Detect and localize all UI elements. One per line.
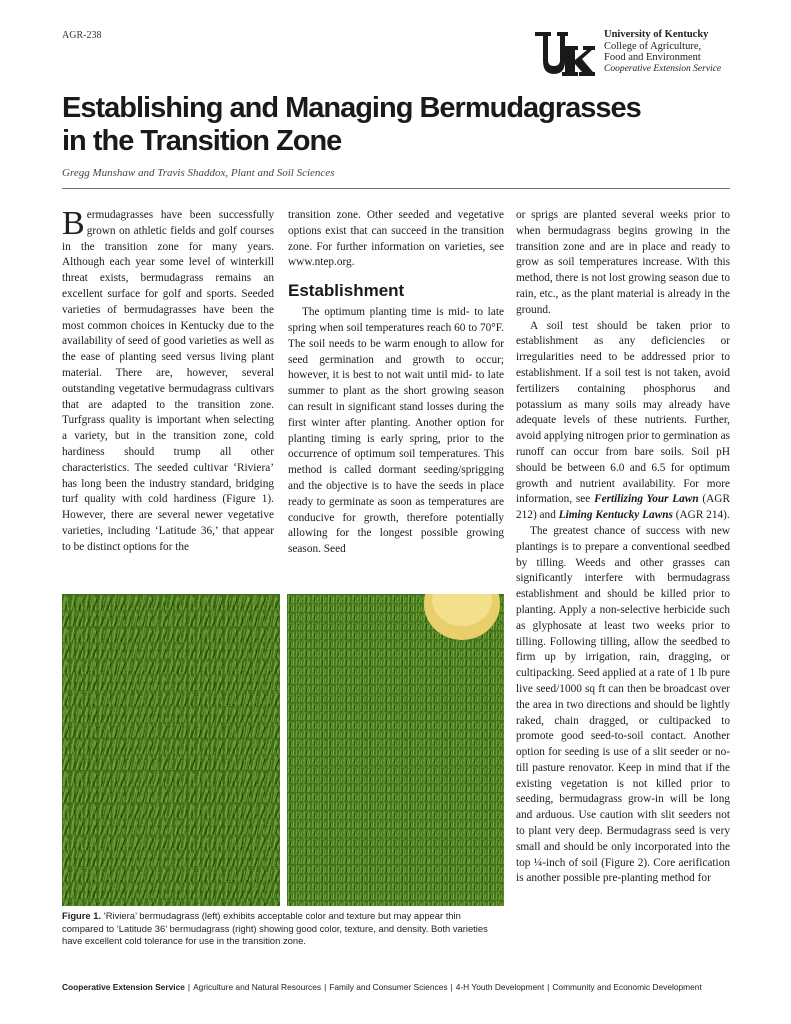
column-2 <box>288 208 504 558</box>
figure-label: Figure 1. <box>62 910 102 921</box>
column-3 <box>516 208 730 887</box>
divider <box>62 188 730 189</box>
publication-code: AGR-238 <box>62 30 102 41</box>
caption-text: ‘Riviera’ bermudagrass (left) exhibits acceptable color and texture but may appear thin compared to ‘Latitude 36’ bermudagrass (right) showing good color, texture, and density. Both varieties have excellent cold tolerance for use in the transition zone. <box>62 910 488 947</box>
section-heading: Establishment <box>288 281 405 301</box>
uk-logo <box>534 30 596 78</box>
riviera-grass-photo <box>62 594 280 906</box>
body-text: or sprigs are planted several weeks prior to when bermudagrass begins growing in the transition zone and are in place and ready to grow as soil temperatures increase. With this method, there is not lost growing season due to rain, etc., as the plant material is already in the ground. <box>516 209 730 316</box>
body-text: The greatest chance of success with new plantings is to prepare a conventional seedbed by tilling. Weeds and other grasses can significantly interfere with bermudagrass establishment and should be killed prior to planting. Apply a non-selective herbicide such as glyphosate at least two weeks prior to tilling. Following tilling, allow the seedbed to firm up by irrigation, rain, dragging, or cultipacking. Seed applied at a rate of 1 lb pure live seed/1000 sq ft can then be broadcast over the area in two directions and should be lightly raked, chain dragged, or cultipacked to promote good seed-to-soil contact. Another option for seeding is use of a slit seeder or no-till pasture renovator. Keep in mind that if the existing vegetation is not killed prior to seeding, bermudagrass grow-in will be long and arduous. Use caution with slit seeders not to plant very deep. Bermudagrass seed is very small and should be only incorporated into the top ¼-inch of soil (Figure 2). Core aerification is another possible pre-planting method for <box>516 524 730 885</box>
body-text: A soil test should be taken prior to establishment as any deficiencies or irregularities need to be addressed prior to establishment. If a soil test is not taken, avoid fertilizers containing phosphorus and potassium as many soils may already have adequate levels of these nutrients. Further, avoid applying nitrogen prior to germination as runoff can occur from bare soils. Soil pH should be between 6.0 and 6.5 for optimum growth and nutrient availability. For more information, see Fertilizing Your Lawn (AGR 212) and Liming Kentucky Lawns (AGR 214). <box>516 319 730 522</box>
publication-reference: Liming Kentucky Lawns <box>558 509 673 522</box>
institution-line: Cooperative Extension Service <box>604 63 722 74</box>
page-title <box>62 92 742 158</box>
footer: Cooperative Extension Service | Agriculture and Natural Resources | Family and Consumer Sciences | 4-H Youth Development | Community and Economic Development <box>62 982 702 992</box>
institution-line: College of Agriculture, <box>604 40 702 52</box>
authors: Gregg Munshaw and Travis Shaddox, Plant and Soil Sciences <box>62 167 335 179</box>
publication-reference: Fertilizing Your Lawn <box>594 493 699 506</box>
footer-item: 4-H Youth Development <box>455 982 545 992</box>
drop-cap: B <box>62 205 85 242</box>
column-1 <box>62 205 274 556</box>
title-line: Establishing and Managing Bermudagrasses <box>62 92 641 124</box>
footer-item: Family and Consumer Sciences <box>329 982 448 992</box>
body-text: transition zone. Other seeded and vegetative options exist that can succeed in the transition zone. For further information on varieties, see www.ntep.org. <box>288 209 504 269</box>
figure-caption <box>62 910 504 948</box>
institution-line: Food and Environment <box>604 52 701 63</box>
footer-item: Cooperative Extension Service <box>62 982 185 992</box>
footer-item: Agriculture and Natural Resources <box>193 982 322 992</box>
title-line: in the Transition Zone <box>62 125 342 157</box>
institution-line: University of Kentucky <box>604 29 709 40</box>
latitude-36-grass-photo <box>287 594 504 906</box>
footer-item: Community and Economic Development <box>552 982 702 992</box>
institution-block <box>604 29 721 75</box>
body-text: ermudagrasses have been successfully grown on athletic fields and golf courses in the transition zone for many years. Although each year some level of winterkill threat exists, bermudagrass remains an excellent surface for golf and sports. Seeded varieties of bermudagrasses have been the most common choices in Kentucky due to the availability of seed of good varieties as well as the ease of planting seed versus living plant material. There are, however, several outstanding vegetative bermudagrass cultivars that are adapted to the transition zone. Turfgrass quality is important when selecting a variety, but in the transition zone, cold hardiness should trump all other characteristics. The seeded cultivar ‘Riviera’ has long been the industry standard, bridging turf quality with cold hardiness (Figure 1). However, there are several newer vegetative varieties, including ‘Latitude 36,’ that appear to be distinct options for the <box>62 209 274 553</box>
body-text: The optimum planting time is mid- to late spring when soil temperatures reach 60 to 70°F. The soil needs to be warm enough to allow for seed germination and growth to occur; however, it is best to not wait until mid- to late summer to plant as the short growing season can result in significant stand losses during the first winter after planting. Another option for planting timing is early spring, prior to the occurrence of optimum soil temperatures. This method is called dormant seeding/sprigging and the objective is to have the seeds in place ready to germinate as soon as temperatures are conducive for growth, therefore potentially allowing for the longest possible growing season. Seed <box>288 306 504 556</box>
